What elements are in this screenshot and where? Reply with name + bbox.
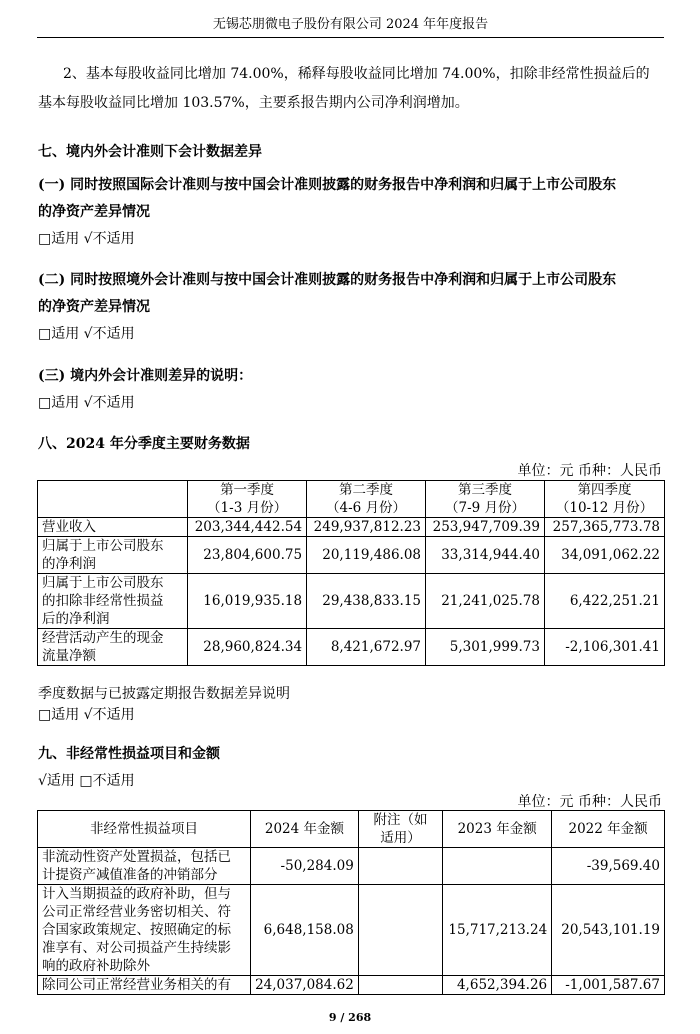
header-item: 非经常性损益项目 xyxy=(38,811,251,848)
section8-unit: 单位：元 币种：人民币 xyxy=(517,463,662,479)
cell-value: 15,717,213.24 xyxy=(443,885,552,976)
nonrecurring-header-row xyxy=(38,811,665,848)
cell-value: 21,241,025.78 xyxy=(426,574,545,629)
section7-sub2-line2: 的净资产差异情况 xyxy=(38,299,150,315)
section9-title: 九、非经常性损益项目和金额 xyxy=(38,746,220,762)
quarterly-diff-note: 季度数据与已披露定期报告数据差异说明 xyxy=(38,686,290,702)
section7-sub1-option: □适用 √不适用 xyxy=(38,231,135,247)
cell-value: 249,937,812.23 xyxy=(307,518,426,537)
cell-note xyxy=(358,976,442,995)
section7-sub3-option: □适用 √不适用 xyxy=(38,395,135,411)
quarterly-header-blank xyxy=(38,481,188,518)
cell-value: 16,019,935.18 xyxy=(188,574,307,629)
cell-value: 6,648,158.08 xyxy=(251,885,359,976)
cell-value: 257,365,773.78 xyxy=(544,518,664,537)
cell-value: 34,091,062.22 xyxy=(544,537,664,574)
cell-value: -50,284.09 xyxy=(251,848,359,885)
page-header: 无锡芯朋微电子股份有限公司 2024 年年度报告 xyxy=(212,17,489,32)
cell-value: 23,804,600.75 xyxy=(188,537,307,574)
cell-value: 6,422,251.21 xyxy=(544,574,664,629)
section7-sub2-option: □适用 √不适用 xyxy=(38,326,135,342)
quarterly-table xyxy=(37,480,665,666)
section7-sub3-line1: (三) 境内外会计准则差异的说明： xyxy=(38,368,253,384)
eps-note-line1: 2、基本每股收益同比增加 74.00%，稀释每股收益同比增加 74.00%，扣除非经常性损益后的 xyxy=(63,66,650,82)
page-number: 9 / 268 xyxy=(328,1011,372,1024)
cell-value xyxy=(443,848,552,885)
table-row xyxy=(38,518,665,537)
cell-note xyxy=(358,848,442,885)
row-label: 归属于上市公司股东 的净利润 xyxy=(38,537,188,574)
section9-option: √适用 □不适用 xyxy=(38,773,135,789)
eps-note-line2: 基本每股收益同比增加 103.57%，主要系报告期内公司净利润增加。 xyxy=(38,95,469,111)
cell-value: 33,314,944.40 xyxy=(426,537,545,574)
cell-value: 203,344,442.54 xyxy=(188,518,307,537)
quarterly-diff-option: □适用 √不适用 xyxy=(38,707,135,723)
row-label: 非流动性资产处置损益，包括已 计提资产减值准备的冲销部分 xyxy=(38,848,251,885)
section8-title: 八、2024 年分季度主要财务数据 xyxy=(38,436,250,452)
row-label: 计入当期损益的政府补助，但与 公司正常经营业务密切相关、符 合国家政策规定、按照确定的标 准享有、对公司损益产生持续影 响的政府补助除外 xyxy=(38,885,251,976)
quarterly-header-q1: 第一季度 （1-3 月份） xyxy=(188,481,307,518)
cell-value: 29,438,833.15 xyxy=(307,574,426,629)
section7-sub1-line1: (一) 同时按照国际会计准则与按中国会计准则披露的财务报告中净利润和归属于上市公司股东 xyxy=(38,177,617,193)
cell-value: 20,119,486.08 xyxy=(307,537,426,574)
cell-value: -2,106,301.41 xyxy=(544,629,664,666)
cell-value: -39,569.40 xyxy=(552,848,665,885)
cell-note xyxy=(358,885,442,976)
row-label: 营业收入 xyxy=(38,518,188,537)
quarterly-header-row xyxy=(38,481,665,518)
cell-value: 4,652,394.26 xyxy=(443,976,552,995)
quarterly-header-q3: 第三季度 （7-9 月份） xyxy=(426,481,545,518)
cell-value: 253,947,709.39 xyxy=(426,518,545,537)
section7-title: 七、境内外会计准则下会计数据差异 xyxy=(38,144,262,160)
cell-value: 24,037,084.62 xyxy=(251,976,359,995)
cell-value: 5,301,999.73 xyxy=(426,629,545,666)
cell-value: 20,543,101.19 xyxy=(552,885,665,976)
cell-value: -1,001,587.67 xyxy=(552,976,665,995)
table-row xyxy=(38,629,665,666)
table-row xyxy=(38,537,665,574)
header-rule xyxy=(37,37,664,38)
section9-unit: 单位：元 币种：人民币 xyxy=(517,794,662,810)
header-2022: 2022 年金额 xyxy=(552,811,665,848)
row-label: 归属于上市公司股东 的扣除非经常性损益 后的净利润 xyxy=(38,574,188,629)
section7-sub2-line1: (二) 同时按照境外会计准则与按中国会计准则披露的财务报告中净利润和归属于上市公司股东 xyxy=(38,272,617,288)
quarterly-header-q2: 第二季度 （4-6 月份） xyxy=(307,481,426,518)
cell-value: 28,960,824.34 xyxy=(188,629,307,666)
header-note: 附注（如 适用） xyxy=(358,811,442,848)
table-row xyxy=(38,976,665,995)
section7-sub1-line2: 的净资产差异情况 xyxy=(38,204,150,220)
header-2024: 2024 年金额 xyxy=(251,811,359,848)
quarterly-header-q4: 第四季度 （10-12 月份） xyxy=(544,481,664,518)
table-row xyxy=(38,885,665,976)
row-label: 除同公司正常经营业务相关的有 xyxy=(38,976,251,995)
table-row xyxy=(38,848,665,885)
table-row xyxy=(38,574,665,629)
row-label: 经营活动产生的现金 流量净额 xyxy=(38,629,188,666)
header-2023: 2023 年金额 xyxy=(443,811,552,848)
nonrecurring-table xyxy=(37,810,665,995)
cell-value: 8,421,672.97 xyxy=(307,629,426,666)
